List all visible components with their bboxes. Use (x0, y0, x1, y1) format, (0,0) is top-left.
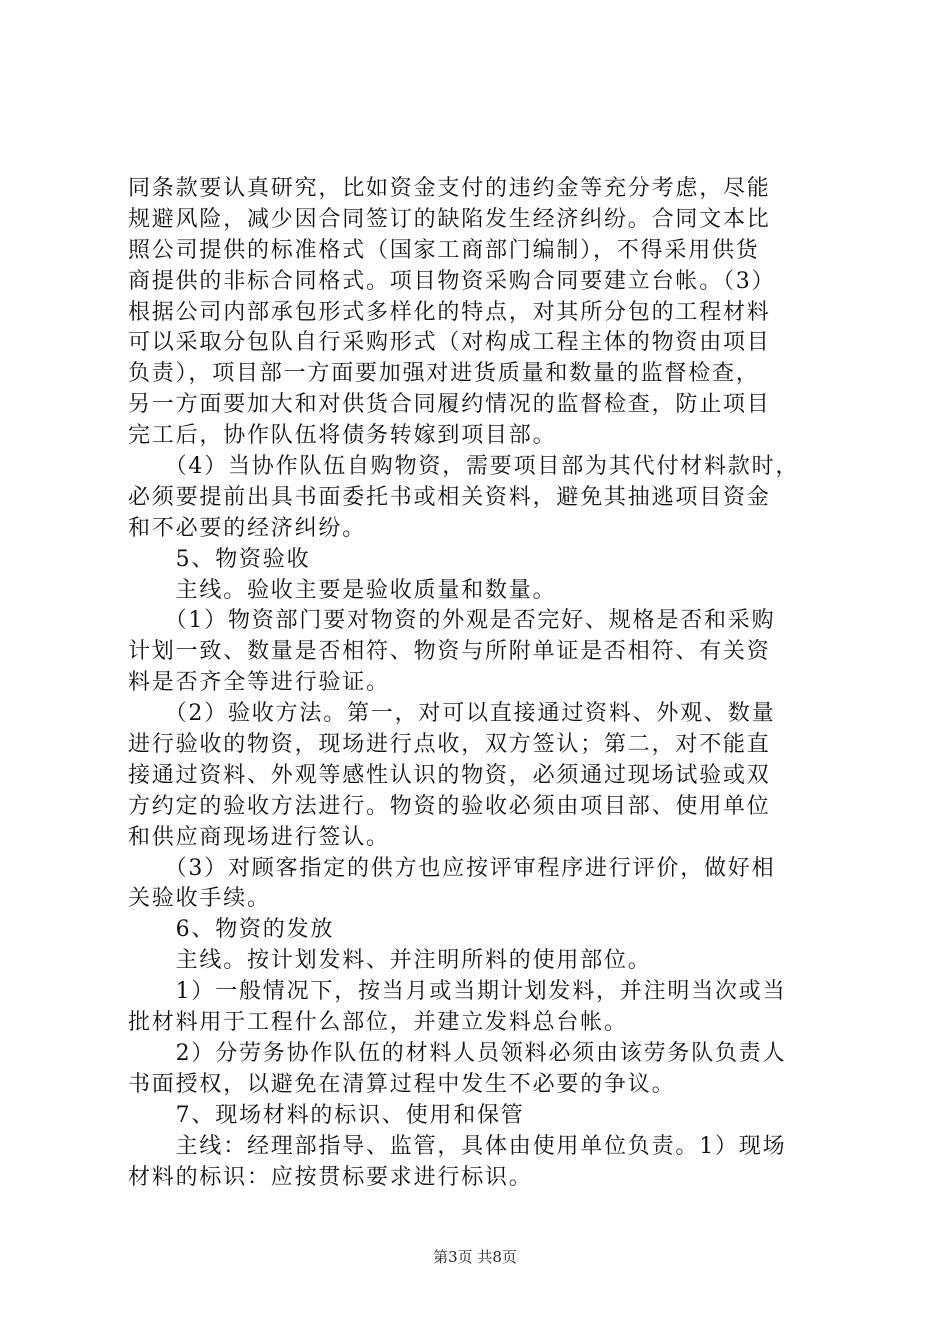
text-line: 计划一致、数量是否相符、物资与所附单证是否相符、有关资 (128, 639, 771, 665)
text-line: 和供应商现场进行签认。 (128, 824, 390, 850)
text-line: 关验收手续。 (128, 886, 271, 912)
text-line: 书面授权，以避免在清算过程中发生不必要的争议。 (128, 1071, 676, 1097)
section-heading: 5、物资验收 (128, 546, 311, 572)
text-line: 主线。按计划发料、并注明所料的使用部位。 (128, 948, 652, 974)
text-line: 商提供的非标合同格式。项目物资采购合同要建立台帐。（3） (128, 268, 776, 294)
text-line: 接通过资料、外观等感性认识的物资，必须通过现场试验或双 (128, 762, 771, 788)
section-heading: 7、现场材料的标识、使用和保管 (128, 1102, 525, 1128)
text-line: 规避风险，减少因合同签订的缺陷发生经济纠纷。合同文本比 (128, 206, 771, 232)
text-line: 进行验收的物资，现场进行点收，双方签认；第二，对不能直 (128, 732, 771, 758)
text-line: 方约定的验收方法进行。物资的验收必须由项目部、使用单位 (128, 793, 771, 819)
text-line: 照公司提供的标准格式（国家工商部门编制），不得采用供货 (128, 237, 760, 263)
text-line: 1）一般情况下，按当月或当期计划发料，并注明当次或当 (128, 979, 787, 1005)
text-line: 2）分劳务协作队伍的材料人员领料必须由该劳务队负责人 (128, 1040, 787, 1066)
text-line: 完工后，协作队伍将债务转嫁到项目部。 (128, 423, 557, 449)
text-line: 可以采取分包队自行采购形式（对构成工程主体的物资由项目 (128, 330, 771, 356)
text-line: 同条款要认真研究，比如资金支付的违约金等充分考虑，尽能 (128, 176, 771, 201)
text-line: 另一方面要加大和对供货合同履约情况的监督检查，防止项目 (128, 392, 771, 418)
text-line: （3）对顾客指定的供方也应按评审程序进行评价，做好相 (128, 855, 776, 881)
text-line: 主线：经理部指导、监管，具体由使用单位负责。1）现场 (128, 1133, 787, 1159)
text-line: 料是否齐全等进行验证。 (128, 670, 390, 696)
text-line: （1）物资部门要对物资的外观是否完好、规格是否和采购 (128, 608, 776, 634)
section-heading: 6、物资的发放 (128, 917, 335, 943)
text-line: 主线。验收主要是验收质量和数量。 (128, 577, 557, 603)
page-number-footer: 第3页 共8页 (433, 1248, 517, 1266)
text-line: 批材料用于工程什么部位，并建立发料总台帐。 (128, 1010, 628, 1036)
text-line: （4）当协作队伍自购物资，需要项目部为其代付材料款时， (128, 454, 800, 480)
text-line: （2）验收方法。第一，对可以直接通过资料、外观、数量 (128, 701, 776, 727)
text-line: 和不必要的经济纠纷。 (128, 515, 367, 541)
text-line: 材料的标识：应按贯标要求进行标识。 (128, 1164, 533, 1190)
body-text (128, 174, 838, 1193)
text-line: 必须要提前出具书面委托书或相关资料，避免其抽逃项目资金 (128, 484, 771, 510)
text-line: 根据公司内部承包形式多样化的特点，对其所分包的工程材料 (128, 299, 771, 325)
text-line: 负责），项目部一方面要加强对进货质量和数量的监督检查， (128, 361, 760, 387)
